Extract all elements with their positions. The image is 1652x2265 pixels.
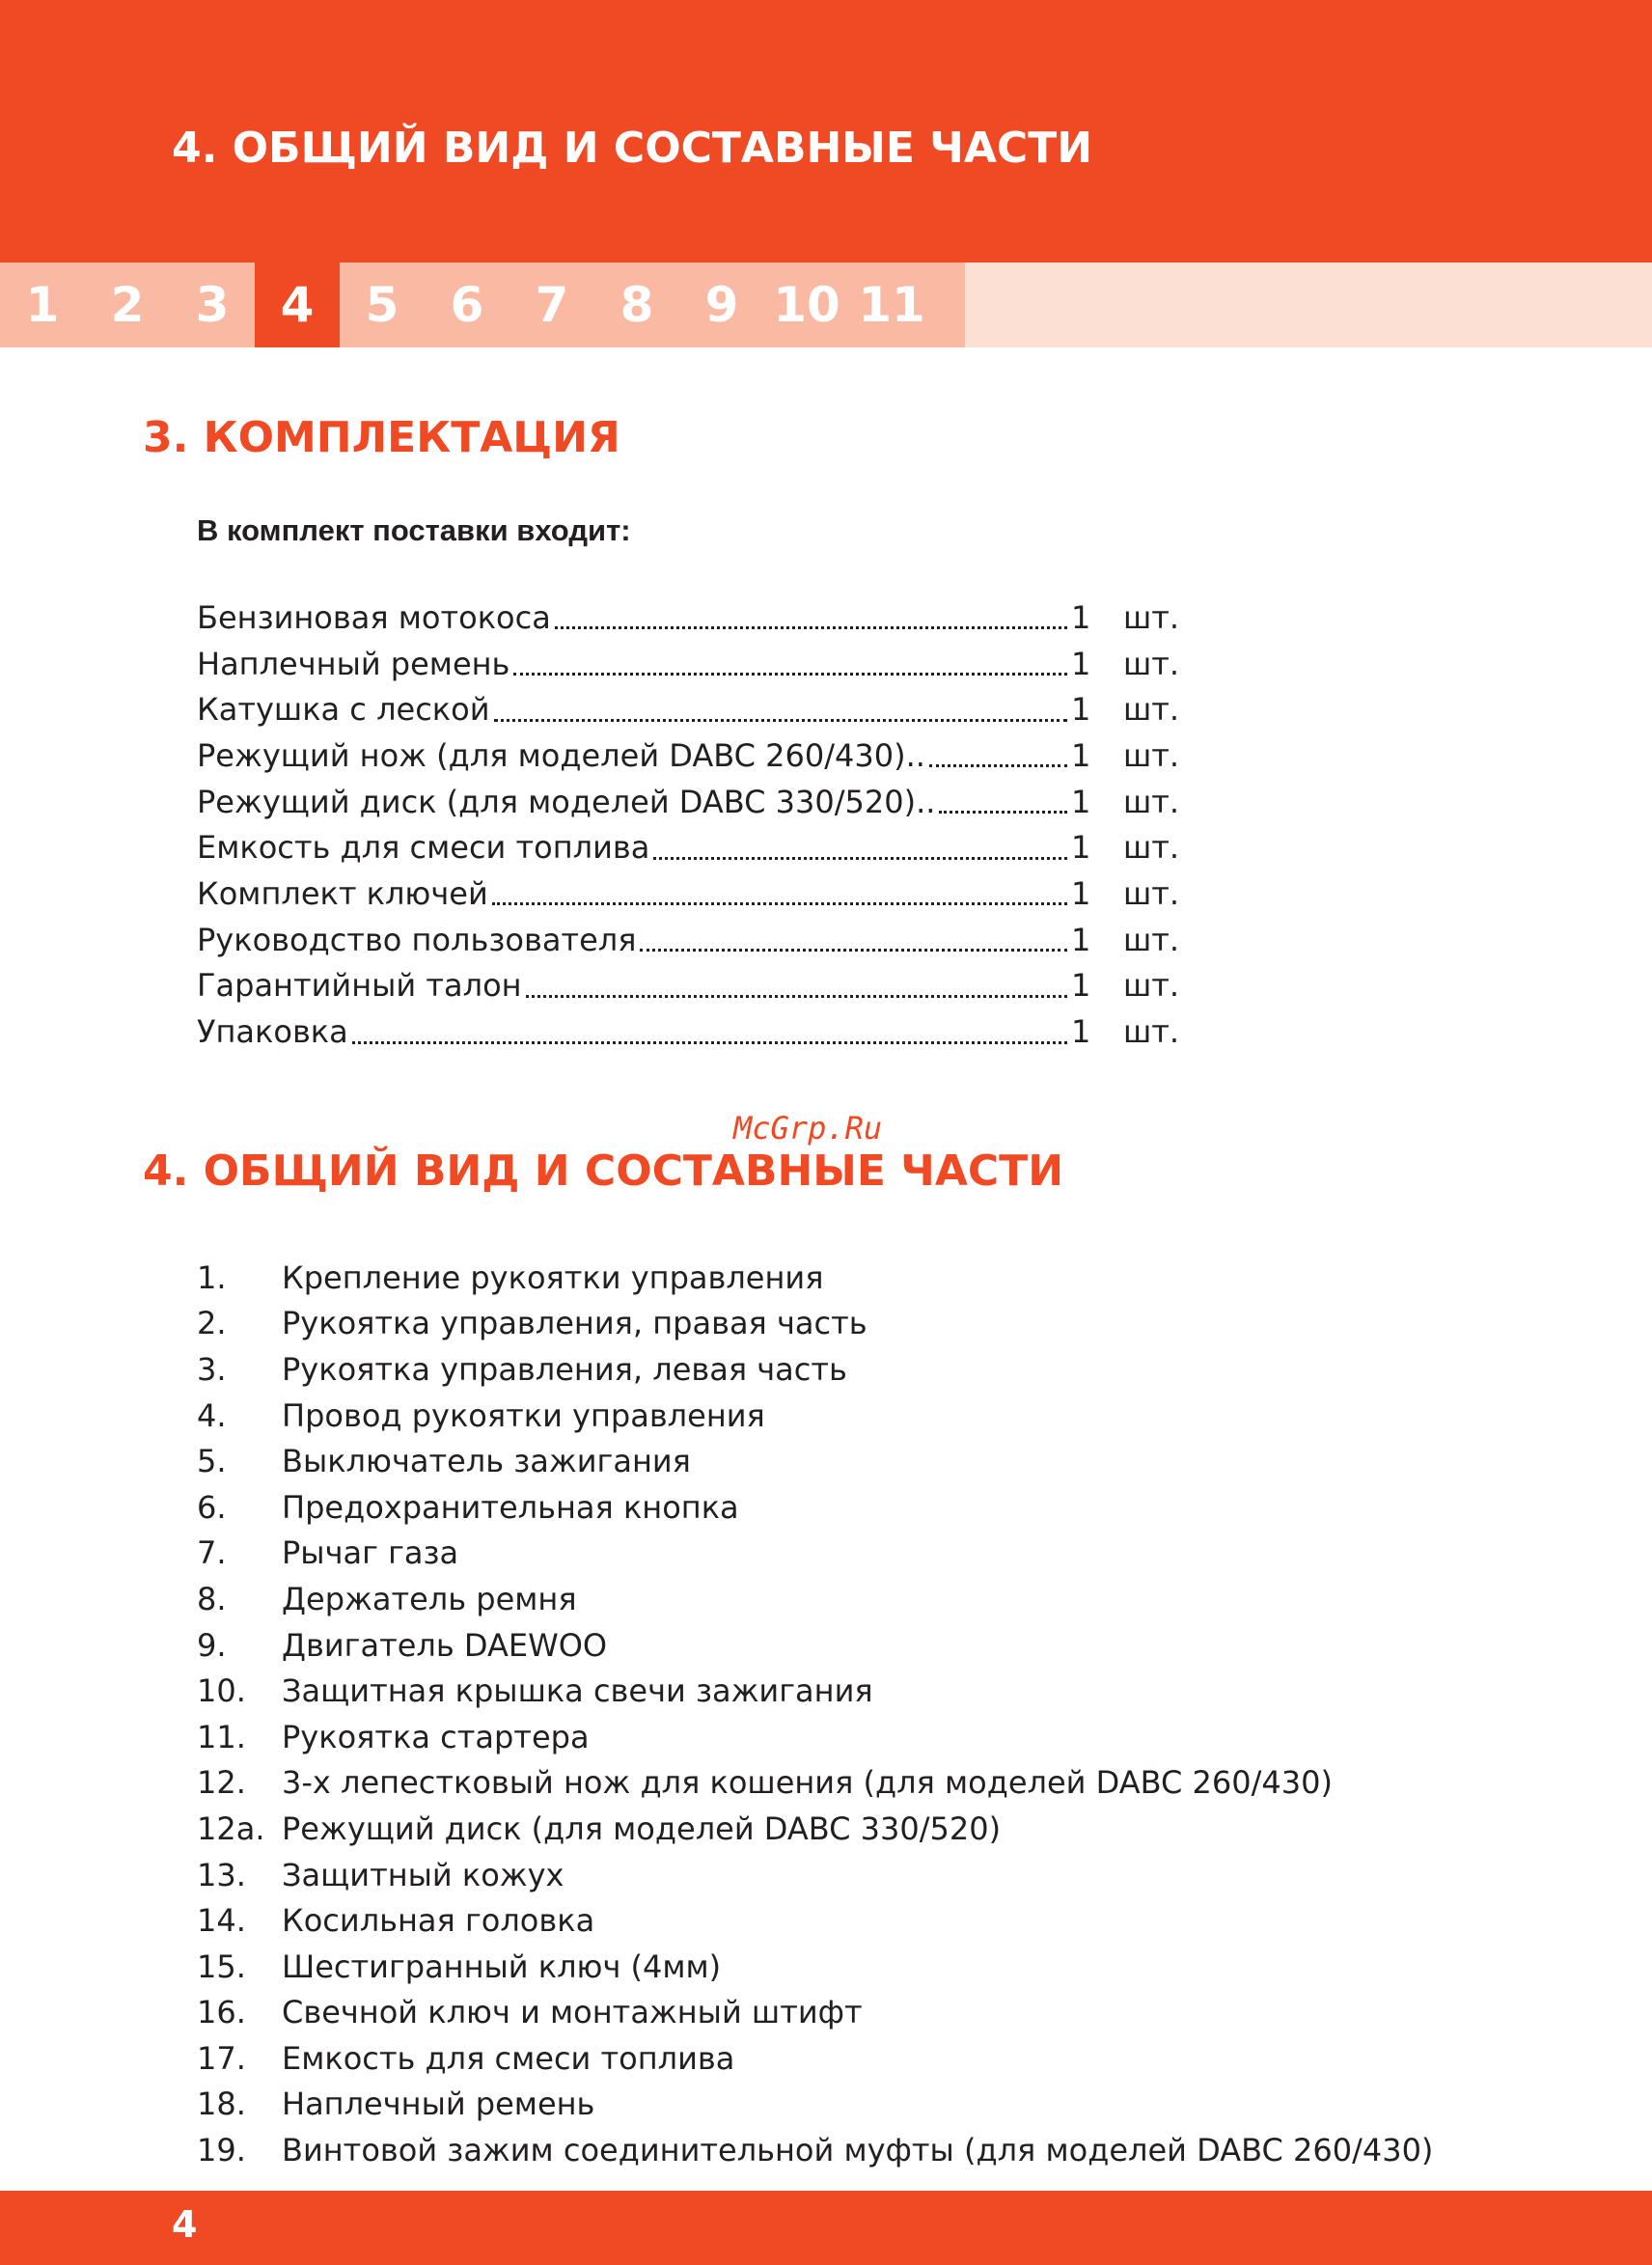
part-text: Рычаг газа (282, 1534, 459, 1572)
kit-list (197, 594, 1180, 1055)
chapter-tab[interactable]: 2 (110, 277, 145, 333)
kit-item-qty: 1 (1071, 967, 1091, 1005)
header-title: 4. ОБЩИЙ ВИД И СОСТАВНЫЕ ЧАСТИ (172, 124, 1093, 173)
part-text: Рукоятка стартера (282, 1718, 590, 1755)
kit-item-name: Гарантийный талон (197, 967, 522, 1005)
footer-band (0, 2191, 1652, 2265)
dot-leader (653, 857, 1067, 860)
kit-item (197, 686, 1180, 732)
part-item (197, 1806, 1548, 1852)
part-text: Провод рукоятки управления (282, 1396, 765, 1434)
dot-leader (640, 949, 1067, 952)
kit-item-qty: 1 (1071, 921, 1091, 958)
part-number: 12a. (197, 1809, 265, 1847)
part-number: 10. (197, 1672, 246, 1710)
chapter-tab[interactable]: 7 (535, 277, 569, 333)
part-item (197, 1438, 1548, 1484)
part-item (197, 1897, 1548, 1944)
part-text: Косильная головка (282, 1902, 595, 1940)
chapter-tab[interactable]: 11 (858, 277, 925, 333)
part-number: 5. (197, 1443, 227, 1480)
part-number: 9. (197, 1626, 227, 1664)
kit-item (197, 963, 1180, 1009)
kit-item-qty: 1 (1071, 736, 1091, 774)
part-text: Защитная крышка свечи зажигания (282, 1672, 873, 1710)
part-item (197, 1255, 1548, 1301)
part-number: 14. (197, 1902, 246, 1940)
dot-leader (555, 626, 1067, 629)
part-item (197, 2035, 1548, 2082)
part-item (197, 2082, 1548, 2128)
kit-item-name: Режущий диск (для моделей DABC 330/520).. (197, 783, 936, 820)
kit-item-qty: 1 (1071, 874, 1091, 912)
part-text: Емкость для смеси топлива (282, 2039, 735, 2077)
part-text: Шестигранный ключ (4мм) (282, 1947, 722, 1985)
watermark: McGrp.Ru (733, 1110, 883, 1146)
part-item (197, 1576, 1548, 1622)
kit-item-unit: шт. (1123, 874, 1180, 912)
chapter-tab-active[interactable]: 4 (255, 262, 340, 347)
chapter-tab[interactable]: 10 (773, 277, 840, 333)
part-item (197, 1484, 1548, 1531)
dot-leader (352, 1041, 1067, 1044)
part-number: 16. (197, 1994, 246, 2031)
kit-item-qty: 1 (1071, 645, 1091, 682)
kit-item-qty: 1 (1071, 829, 1091, 867)
kit-item-unit: шт. (1123, 598, 1180, 636)
part-number: 17. (197, 2039, 246, 2077)
part-item (197, 1990, 1548, 2036)
part-number: 1. (197, 1258, 227, 1296)
part-number: 18. (197, 2085, 246, 2123)
kit-item-name: Бензиновая мотокоса (197, 598, 551, 636)
kit-item (197, 779, 1180, 825)
part-text: Крепление рукоятки управления (282, 1258, 824, 1296)
kit-item-name: Руководство пользователя (197, 921, 637, 958)
kit-item-unit: шт. (1123, 921, 1180, 958)
kit-item-qty: 1 (1071, 1013, 1091, 1051)
section-title-kit: 3. КОМПЛЕКТАЦИЯ (143, 413, 620, 462)
part-text: Рукоятка управления, левая часть (282, 1350, 847, 1388)
kit-item-unit: шт. (1123, 736, 1180, 774)
part-text: Режущий диск (для моделей DABC 330/520) (282, 1809, 1002, 1847)
kit-item-name: Наплечный ремень (197, 645, 510, 682)
kit-item-name: Упаковка (197, 1013, 348, 1051)
part-text: Выключатель зажигания (282, 1443, 691, 1480)
chapter-tab[interactable]: 1 (25, 277, 60, 333)
part-item (197, 1944, 1548, 1990)
kit-item-unit: шт. (1123, 783, 1180, 820)
part-item (197, 2127, 1548, 2173)
parts-list (197, 1255, 1548, 2173)
part-item (197, 1760, 1548, 1807)
kit-item-unit: шт. (1123, 645, 1180, 682)
kit-item-unit: шт. (1123, 1013, 1180, 1051)
part-number: 2. (197, 1305, 227, 1342)
kit-item-name: Комплект ключей (197, 874, 488, 912)
part-number: 12. (197, 1764, 246, 1802)
kit-item-qty: 1 (1071, 783, 1091, 820)
kit-item (197, 917, 1180, 963)
part-item (197, 1346, 1548, 1393)
kit-item-qty: 1 (1071, 691, 1091, 729)
kit-item (197, 594, 1180, 641)
chapter-tab[interactable]: 3 (195, 277, 230, 333)
part-item (197, 1668, 1548, 1714)
dot-leader (494, 719, 1068, 722)
part-item (197, 1714, 1548, 1760)
kit-item (197, 870, 1180, 917)
part-text: Защитный кожух (282, 1856, 564, 1893)
part-number: 4. (197, 1396, 227, 1434)
kit-item-name: Катушка с леской (197, 691, 490, 729)
kit-subheading: В комплект поставки входит: (197, 513, 631, 547)
chapter-tab[interactable]: 6 (450, 277, 484, 333)
kit-item (197, 1008, 1180, 1055)
part-text: Держатель ремня (282, 1580, 577, 1617)
part-text: Наплечный ремень (282, 2085, 595, 2123)
part-number: 3. (197, 1350, 227, 1388)
part-item (197, 1531, 1548, 1577)
chapter-tabs (0, 262, 965, 347)
section-title-parts: 4. ОБЩИЙ ВИД И СОСТАВНЫЕ ЧАСТИ (143, 1146, 1064, 1196)
kit-item-unit: шт. (1123, 691, 1180, 729)
part-number: 15. (197, 1947, 246, 1985)
kit-item-unit: шт. (1123, 967, 1180, 1005)
kit-item-name: Режущий нож (для моделей DABC 260/430).. (197, 736, 925, 774)
kit-item (197, 824, 1180, 870)
part-text: 3-х лепестковый нож для кошения (для моделей DABC 260/430) (282, 1764, 1333, 1802)
dot-leader (929, 764, 1067, 767)
chapter-tab[interactable]: 5 (365, 277, 399, 333)
part-item (197, 1622, 1548, 1669)
kit-item-name: Емкость для смеси топлива (197, 829, 650, 867)
kit-item (197, 732, 1180, 779)
part-number: 13. (197, 1856, 246, 1893)
part-text: Двигатель DAEWOO (282, 1626, 608, 1664)
part-number: 11. (197, 1718, 246, 1755)
part-text: Рукоятка управления, правая часть (282, 1305, 867, 1342)
kit-item (197, 641, 1180, 687)
dot-leader (492, 902, 1067, 905)
part-number: 6. (197, 1488, 227, 1526)
part-text: Свечной ключ и монтажный штифт (282, 1994, 863, 2031)
dot-leader (526, 995, 1067, 998)
chapter-tab[interactable]: 8 (620, 277, 654, 333)
part-number: 7. (197, 1534, 227, 1572)
kit-item-unit: шт. (1123, 829, 1180, 867)
page-number: 4 (172, 2203, 198, 2246)
dot-leader (513, 673, 1067, 676)
dot-leader (939, 811, 1067, 814)
kit-item-qty: 1 (1071, 598, 1091, 636)
part-text: Предохранительная кнопка (282, 1488, 739, 1526)
part-item (197, 1301, 1548, 1347)
part-item (197, 1852, 1548, 1898)
part-text: Винтовой зажим соединительной муфты (для моделей DABC 260/430) (282, 2132, 1434, 2169)
part-item (197, 1393, 1548, 1439)
chapter-tab[interactable]: 9 (704, 277, 739, 333)
part-number: 8. (197, 1580, 227, 1617)
part-number: 19. (197, 2132, 246, 2169)
